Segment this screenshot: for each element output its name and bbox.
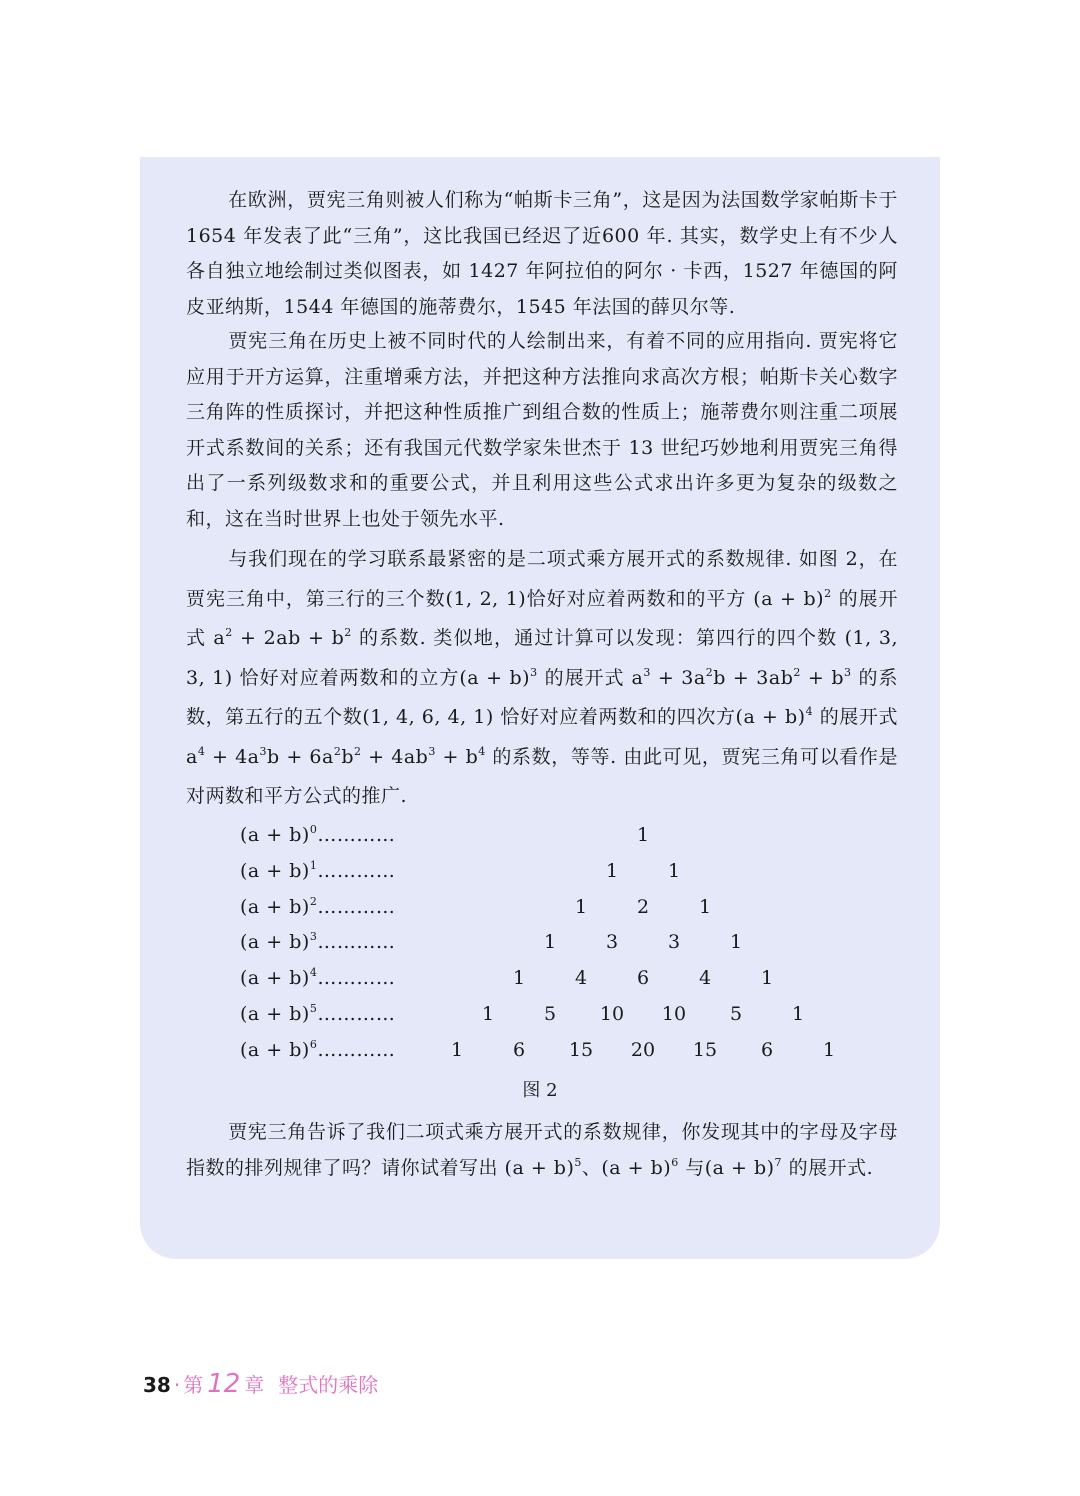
binomial-text: (a + b) (240, 1003, 310, 1025)
leader-dots: ………… (317, 895, 396, 918)
triangle-coefficient: 1 (543, 931, 557, 954)
p3-text: 的系数. 类似地，通过计算可以发现：第四行的四个数 (1, 3, 3, 1) 恰好对应着两数和的立方(a + b) (186, 627, 898, 689)
exponent: 3 (309, 930, 318, 944)
triangle-coefficient: 1 (667, 859, 681, 882)
chapter-suffix: 章 (244, 1373, 265, 1397)
paragraph-1 (186, 183, 898, 325)
exponent: 2 (824, 586, 832, 600)
triangle-coefficient: 3 (605, 931, 619, 954)
page-footer (143, 1369, 378, 1399)
p3-text: 的展开式 a (186, 587, 898, 649)
exponent: 3 (643, 665, 651, 679)
p4-text: 与(a + b) (678, 1156, 775, 1179)
exponent: 3 (843, 665, 852, 679)
exponent: 2 (354, 744, 362, 758)
exponent: 2 (793, 665, 801, 679)
footer-separator: · (173, 1373, 181, 1397)
binomial-text: (a + b) (240, 1038, 310, 1061)
triangle-coefficient: 1 (729, 931, 743, 954)
triangle-coefficient: 1 (791, 1003, 805, 1025)
exponent: 6 (671, 1155, 679, 1169)
triangle-coefficient: 1 (605, 859, 619, 882)
chapter-title: 整式的乘除 (278, 1373, 379, 1397)
exponent: 3 (259, 744, 267, 758)
triangle-coefficient: 1 (636, 824, 650, 846)
triangle-coefficient: 20 (630, 1038, 656, 1061)
triangle-coefficient: 1 (574, 895, 588, 918)
triangle-row-label (240, 931, 395, 953)
exponent: 2 (705, 665, 714, 679)
exponent: 1 (309, 858, 318, 872)
chapter-prefix: 第 (183, 1373, 204, 1397)
p3-text: 的系数，第五行的五个数(1, 4, 6, 4, 1) 恰好对应着两数和的四次方(a + b) (186, 666, 898, 728)
p4-text: 、(a + b) (581, 1156, 672, 1179)
triangle-coefficient: 1 (822, 1038, 836, 1061)
leader-dots: ………… (317, 931, 396, 954)
binomial-text: (a + b) (240, 931, 310, 954)
exponent: 2 (225, 626, 233, 639)
exponent: 3 (428, 744, 436, 758)
triangle-row-label (240, 896, 395, 918)
p3-text: b (341, 745, 354, 768)
p3-text: b + 6a (267, 745, 334, 768)
leader-dots: ………… (317, 859, 396, 882)
triangle-coefficient: 1 (698, 895, 712, 918)
paragraph-1-text: 在欧洲，贾宪三角则被人们称为“帕斯卡三角”，这是因为法国数学家帕斯卡于 1654 年发表了此“三角”，这比我国已经迟了近600 年. 其实，数学史上有不少人各自独立地绘制过类似图表，如 1427 年阿拉伯的阿尔 · 卡西，1527 年德国的阿皮亚纳斯，1544 年德国的施蒂费尔，1545 年法国的薛贝尔等. (186, 189, 898, 318)
triangle-coefficient: 15 (692, 1038, 718, 1061)
p4-text: 贾宪三角告诉了我们二项式乘方展开式的系数规律，你发现其中的字母及字母指数的排列规律了吗？请你试着写出 (a + b) (186, 1121, 898, 1179)
chapter-number: 12 (207, 1369, 241, 1399)
page-number: 38 (143, 1373, 171, 1397)
leader-dots: ………… (317, 824, 396, 846)
triangle-coefficient: 10 (599, 1003, 625, 1025)
p3-text: 的展开式 a (537, 666, 644, 689)
exponent: 4 (197, 744, 206, 758)
exponent: 4 (805, 705, 814, 718)
triangle-coefficient: 5 (729, 1003, 743, 1025)
exponent: 5 (309, 1002, 318, 1015)
triangle-coefficient: 6 (512, 1038, 526, 1061)
exponent: 4 (478, 744, 486, 758)
triangle-coefficient: 1 (512, 967, 526, 990)
p3-text: 的展开式a (186, 706, 898, 768)
paragraph-4 (186, 1115, 898, 1186)
binomial-text: (a + b) (240, 895, 310, 918)
triangle-coefficient: 3 (667, 931, 681, 954)
triangle-coefficient: 5 (543, 1003, 557, 1025)
binomial-text: (a + b) (240, 967, 310, 990)
triangle-coefficient: 6 (636, 967, 650, 990)
p3-text: 的系数，等等. 由此可见，贾宪三角可以看作是对两数和平方公式的推广. (186, 745, 898, 807)
binomial-text: (a + b) (240, 824, 310, 846)
triangle-coefficient: 6 (760, 1038, 774, 1061)
binomial-text: (a + b) (240, 859, 310, 882)
triangle-row-label (240, 824, 395, 846)
p3-text: + b (435, 745, 479, 768)
p4-text: 的展开式. (782, 1156, 874, 1179)
exponent: 5 (574, 1155, 582, 1169)
p3-text: + 3a (650, 666, 706, 689)
triangle-coefficient: 1 (481, 1003, 495, 1025)
paragraph-3 (186, 540, 898, 817)
p3-text: 与我们现在的学习联系最紧密的是二项式乘方展开式的系数规律. 如图 2，在贾宪三角中，第三行的三个数(1, 2, 1)恰好对应着两数和的平方 (a + b) (186, 548, 898, 610)
exponent: 3 (530, 665, 538, 679)
p3-text: + b (800, 666, 844, 689)
p3-text: + 2ab + b (232, 627, 345, 649)
leader-dots: ………… (317, 1003, 396, 1025)
paragraph-2-text: 贾宪三角在历史上被不同时代的人绘制出来，有着不同的应用指向. 贾宪将它应用于开方运算，注重增乘方法，并把这种方法推向求高次方根；帕斯卡关心数字三角阵的性质探讨，并把这种性质推广到组合数的性质上；施蒂费尔则注重二项展开式系数间的关系；还有我国元代数学家朱世杰于 13 世纪巧妙地利用贾宪三角得出了一系列级数求和的重要公式，并且利用这些公式求出许多更为复杂的级数之和，这在当时世界上也处于领先水平. (186, 330, 898, 530)
triangle-row-label (240, 1039, 395, 1061)
exponent: 2 (344, 626, 352, 639)
triangle-coefficient: 15 (568, 1038, 594, 1061)
triangle-coefficient: 4 (574, 967, 588, 990)
triangle-coefficient: 10 (661, 1003, 687, 1025)
exponent: 2 (333, 744, 342, 758)
triangle-coefficient: 1 (760, 967, 774, 990)
exponent: 2 (309, 894, 318, 908)
triangle-coefficient: 1 (450, 1038, 464, 1061)
exponent: 4 (309, 966, 318, 980)
p3-text: + 4ab (361, 745, 429, 768)
leader-dots: ………… (317, 967, 396, 990)
exponent: 7 (774, 1155, 783, 1169)
triangle-coefficient: 2 (636, 895, 650, 918)
p3-text: + 4a (205, 745, 260, 768)
triangle-coefficient: 4 (698, 967, 712, 990)
triangle-row-label (240, 967, 395, 989)
figure-caption: 图 2 (522, 1080, 558, 1101)
paragraph-2 (186, 324, 898, 537)
exponent: 6 (309, 1037, 318, 1051)
leader-dots: ………… (317, 1038, 396, 1061)
triangle-row-label (240, 860, 395, 882)
exponent: 0 (309, 823, 318, 836)
triangle-row-label (240, 1003, 395, 1025)
p3-text: b + 3ab (713, 666, 794, 689)
